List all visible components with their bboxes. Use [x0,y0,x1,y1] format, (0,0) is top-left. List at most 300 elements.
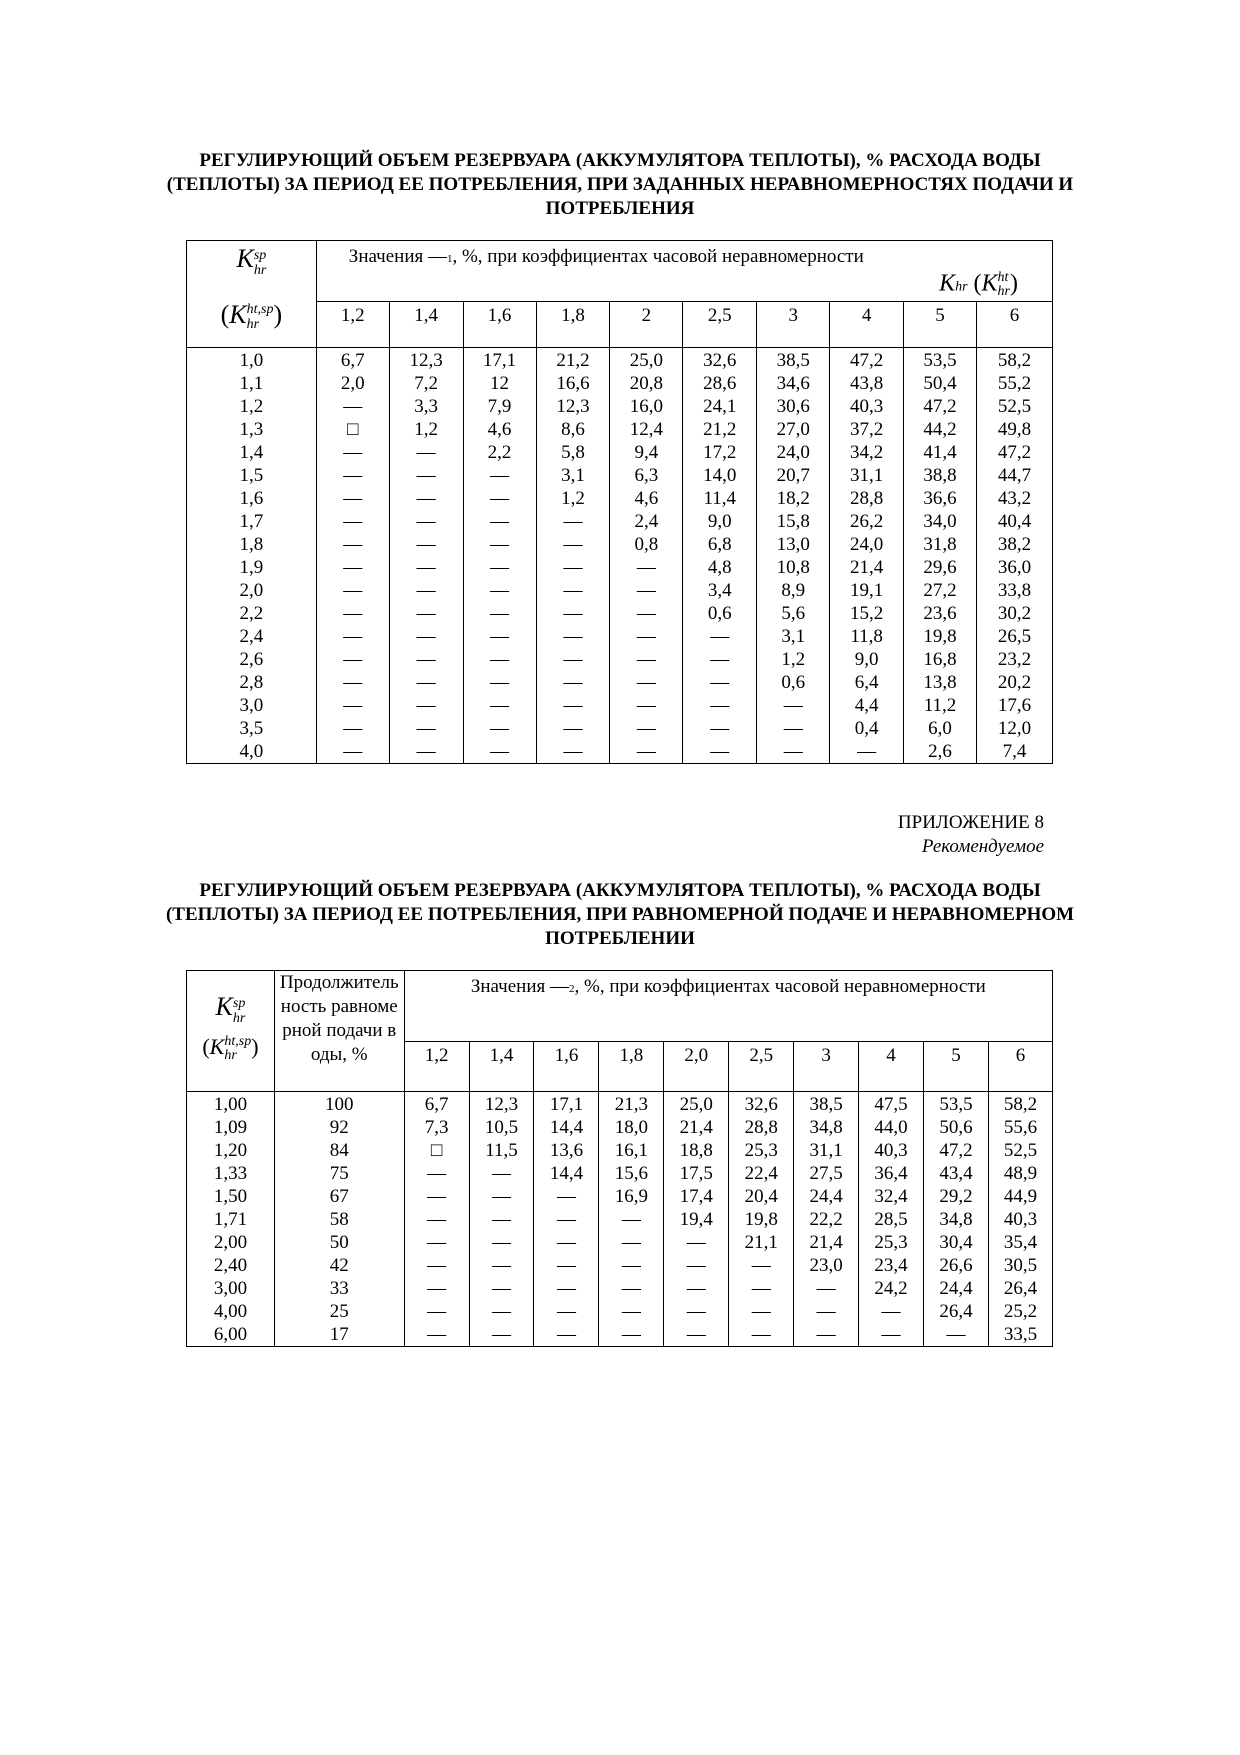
table-cell: 67 [274,1185,404,1208]
table-cell: 6,8 [683,533,757,556]
table2-duration-header: Продолжительность равномерной подачи воды, % [274,971,404,1092]
table1-column-headers [187,302,1053,348]
table-row [187,1300,1053,1323]
table-cell: — [404,1162,469,1185]
table-row [187,625,1053,648]
table1-k-main: K sp hr [236,244,267,278]
table-cell: 1,09 [187,1116,275,1139]
table-cell: 0,6 [757,671,830,694]
table-cell: — [469,1162,534,1185]
table-cell: 7,4 [977,740,1053,764]
table-cell: — [794,1300,859,1323]
table-cell: 2,2 [187,602,317,625]
table2-k-header [187,971,275,1092]
table-cell: 1,2 [757,648,830,671]
table-cell: 100 [274,1092,404,1117]
table-row [187,464,1053,487]
table-cell: — [683,740,757,764]
table-cell: 1,2 [536,487,610,510]
table-cell: 30,2 [977,602,1053,625]
table1-col-header: 1,8 [536,302,610,348]
table-cell: 44,0 [859,1116,924,1139]
table-cell: 13,8 [904,671,977,694]
table-cell: — [794,1277,859,1300]
table-cell: 25,3 [859,1231,924,1254]
table-cell: 15,8 [757,510,830,533]
table-cell: 1,0 [187,348,317,373]
table2-col-header: 1,8 [599,1042,664,1092]
table-cell: 21,4 [794,1231,859,1254]
table-cell: — [757,694,830,717]
table1-col-header: 2 [610,302,683,348]
table-cell: 55,2 [977,372,1053,395]
table-cell: — [683,694,757,717]
table-cell: 1,7 [187,510,317,533]
table1 [186,240,1053,764]
table-cell: 32,6 [729,1092,794,1117]
table2-col-header: 6 [988,1042,1052,1092]
table-cell: 24,4 [794,1185,859,1208]
table-cell: — [664,1254,729,1277]
table-cell: 1,1 [187,372,317,395]
table-cell: — [610,648,683,671]
table-cell: 13,6 [534,1139,599,1162]
table-cell: 2,2 [463,441,536,464]
table-cell: 53,5 [924,1092,989,1117]
table-cell: — [599,1254,664,1277]
table-cell: — [389,464,463,487]
table1-k-alt: (K ht,sp hr ) [220,299,283,332]
table-cell: 3,3 [389,395,463,418]
table-cell: 34,0 [904,510,977,533]
table-cell: — [859,1323,924,1347]
table-cell: 5,8 [536,441,610,464]
table-cell: — [389,671,463,694]
table-cell: — [536,740,610,764]
table-cell: — [316,533,389,556]
table-cell: — [859,1300,924,1323]
table-cell: 11,8 [830,625,904,648]
table-cell: 38,5 [757,348,830,373]
table-cell: — [316,671,389,694]
table2-col-header: 4 [859,1042,924,1092]
appendix-note: Рекомендуемое [921,836,1044,857]
table-cell: 26,6 [924,1254,989,1277]
table-cell: — [924,1323,989,1347]
table-cell: 15,6 [599,1162,664,1185]
table-cell: — [316,579,389,602]
table-cell: 17,2 [683,441,757,464]
table-cell: — [389,579,463,602]
table-cell: 28,5 [859,1208,924,1231]
appendix-label: ПРИЛОЖЕНИЕ 8 [897,812,1044,833]
table2-col-header: 1,2 [404,1042,469,1092]
table-cell: 50 [274,1231,404,1254]
table-cell: 47,2 [830,348,904,373]
table-row [187,1254,1053,1277]
table-cell: 34,8 [794,1116,859,1139]
table-cell: 15,2 [830,602,904,625]
table-cell: 1,33 [187,1162,275,1185]
table-cell: — [469,1254,534,1277]
table-cell: 4,4 [830,694,904,717]
table-cell: 29,6 [904,556,977,579]
table-cell: 30,4 [924,1231,989,1254]
table-row [187,1162,1053,1185]
table-cell: 32,4 [859,1185,924,1208]
table-row [187,533,1053,556]
table-cell: — [469,1300,534,1323]
table-cell: — [463,740,536,764]
table-cell: 43,8 [830,372,904,395]
table-cell: 84 [274,1139,404,1162]
table-row [187,418,1053,441]
table-cell: 34,6 [757,372,830,395]
table-cell: — [463,602,536,625]
table-cell: 23,2 [977,648,1053,671]
table-cell: — [389,487,463,510]
table-cell: 16,9 [599,1185,664,1208]
table-cell: 5,6 [757,602,830,625]
table1-body [187,348,1053,764]
table-cell: 12,3 [389,348,463,373]
table-cell: 9,4 [610,441,683,464]
table-cell: 4,8 [683,556,757,579]
table-cell: 6,4 [830,671,904,694]
table-cell: — [610,602,683,625]
table-cell: 2,8 [187,671,317,694]
table-cell: — [316,717,389,740]
table-cell: 21,2 [683,418,757,441]
table1-col-header: 2,5 [683,302,757,348]
table-row [187,694,1053,717]
table-cell: 40,3 [830,395,904,418]
table-cell: 24,1 [683,395,757,418]
table-row [187,441,1053,464]
table-cell: 4,0 [187,740,317,764]
table-cell: 2,0 [316,372,389,395]
table-cell: 52,5 [988,1139,1052,1162]
table-cell: — [316,740,389,764]
table-cell: 4,6 [463,418,536,441]
table-cell: — [463,648,536,671]
table-cell: 1,9 [187,556,317,579]
table-cell: — [610,579,683,602]
table-cell: 24,0 [757,441,830,464]
table-cell: — [469,1185,534,1208]
table-cell: 2,0 [187,579,317,602]
table-cell: — [610,671,683,694]
table-cell: 44,7 [977,464,1053,487]
table-cell: — [599,1231,664,1254]
table-cell: — [463,487,536,510]
table-row [187,717,1053,740]
table-cell: 21,3 [599,1092,664,1117]
table-cell: 19,1 [830,579,904,602]
table-cell: — [729,1300,794,1323]
table-cell: 38,5 [794,1092,859,1117]
table-cell: — [536,510,610,533]
table-cell: 25,0 [610,348,683,373]
table-cell: — [469,1323,534,1347]
table-cell: 58,2 [988,1092,1052,1117]
table-cell: 50,4 [904,372,977,395]
table2-col-header: 1,4 [469,1042,534,1092]
table-row [187,602,1053,625]
table-cell: 58,2 [977,348,1053,373]
table-cell: 17,5 [664,1162,729,1185]
table-cell: 40,4 [977,510,1053,533]
table-cell: — [389,441,463,464]
table-cell: — [683,648,757,671]
table-cell: 22,4 [729,1162,794,1185]
table-cell: 20,7 [757,464,830,487]
table-cell: — [534,1208,599,1231]
table-cell: 12 [463,372,536,395]
table-row [187,1323,1053,1347]
table-cell: — [610,740,683,764]
table-cell: 22,2 [794,1208,859,1231]
table-cell: 41,4 [904,441,977,464]
table-cell: 16,0 [610,395,683,418]
table-cell: — [316,487,389,510]
table-cell: — [404,1185,469,1208]
table-cell: — [683,717,757,740]
table2-header [187,971,1053,1092]
table-cell: — [404,1208,469,1231]
table-cell: 25 [274,1300,404,1323]
table-cell: 16,6 [536,372,610,395]
table-cell: 3,5 [187,717,317,740]
table-cell: 14,4 [534,1116,599,1139]
table-cell: 21,4 [664,1116,729,1139]
table-cell: 31,1 [830,464,904,487]
table-cell: 27,0 [757,418,830,441]
table-cell: — [610,694,683,717]
table-cell: — [389,717,463,740]
table-cell: — [794,1323,859,1347]
table-cell: 12,3 [469,1092,534,1117]
table-cell: 4,6 [610,487,683,510]
table-cell: 1,5 [187,464,317,487]
table-cell: 3,1 [536,464,610,487]
table-row [187,510,1053,533]
table-cell: 47,5 [859,1092,924,1117]
table-row [187,1092,1053,1117]
table-cell: 37,2 [830,418,904,441]
table1-values-header: Значения —1, %, при коэффициентах часовой неравномерности Khr (K ht hr ) [316,241,1052,302]
table-cell: 31,1 [794,1139,859,1162]
table-row [187,579,1053,602]
table-cell: 20,4 [729,1185,794,1208]
table-cell: 35,4 [988,1231,1052,1254]
table-cell: — [469,1277,534,1300]
table-cell: 25,0 [664,1092,729,1117]
table-cell: — [534,1254,599,1277]
table-cell: 24,0 [830,533,904,556]
table1-col-header: 5 [904,302,977,348]
table-cell: — [534,1231,599,1254]
table-row [187,487,1053,510]
table-cell: □ [316,418,389,441]
table-cell: □ [404,1139,469,1162]
table-row [187,740,1053,764]
table-cell: 17,4 [664,1185,729,1208]
table-cell: 26,5 [977,625,1053,648]
table-cell: — [463,694,536,717]
table-cell: — [830,740,904,764]
table-row [187,1277,1053,1300]
table-cell: — [536,717,610,740]
table-cell: — [664,1323,729,1347]
table-cell: 28,6 [683,372,757,395]
table-cell: — [389,533,463,556]
table-cell: 25,2 [988,1300,1052,1323]
table-cell: — [599,1208,664,1231]
table-cell: — [536,579,610,602]
table-row [187,372,1053,395]
table-cell: — [729,1277,794,1300]
table-cell: 2,40 [187,1254,275,1277]
table-cell: 50,6 [924,1116,989,1139]
table-cell: 44,2 [904,418,977,441]
table-cell: 17 [274,1323,404,1347]
table2-col-header: 5 [924,1042,989,1092]
table-row [187,1185,1053,1208]
table2-body [187,1092,1053,1347]
table-cell: 1,8 [187,533,317,556]
table-cell: 20,8 [610,372,683,395]
table2-k-alt: (K ht,sp hr ) [202,1034,259,1063]
table-cell: 12,3 [536,395,610,418]
table-cell: 27,5 [794,1162,859,1185]
table-cell: — [463,579,536,602]
table-cell: 24,2 [859,1277,924,1300]
table-cell: — [536,648,610,671]
table2-col-header: 2,0 [664,1042,729,1092]
table-cell: 3,0 [187,694,317,717]
table-cell: 18,8 [664,1139,729,1162]
table-cell: 40,3 [988,1208,1052,1231]
table-cell: 23,6 [904,602,977,625]
table1-header [187,241,1053,348]
table-cell: — [389,740,463,764]
table-cell: 49,8 [977,418,1053,441]
table-cell: 21,2 [536,348,610,373]
table-cell: 9,0 [683,510,757,533]
table-cell: 26,4 [924,1300,989,1323]
table-cell: 30,6 [757,395,830,418]
table1-col-header: 1,4 [389,302,463,348]
table-cell: 23,0 [794,1254,859,1277]
table-cell: 4,00 [187,1300,275,1323]
table-cell: 1,3 [187,418,317,441]
table-cell: — [389,694,463,717]
table-cell: 28,8 [729,1116,794,1139]
table-cell: — [599,1277,664,1300]
table-cell: — [536,694,610,717]
table-cell: — [599,1300,664,1323]
table-cell: — [536,602,610,625]
table-cell: 12,4 [610,418,683,441]
table-cell: 43,2 [977,487,1053,510]
table-cell: 32,6 [683,348,757,373]
table1-title: РЕГУЛИРУЮЩИЙ ОБЪЕМ РЕЗЕРВУАРА (АККУМУЛЯТОРА ТЕПЛОТЫ), % РАСХОДА ВОДЫ (ТЕПЛОТЫ) ЗА ПЕРИОД ЕЕ ПОТРЕБЛЕНИЯ, ПРИ ЗАДАННЫХ НЕРАВНОМЕРНОСТЯХ ПОДАЧИ И ПОТРЕБЛЕНИЯ [166,150,1074,219]
table2-col-header: 3 [794,1042,859,1092]
table-cell: 19,8 [904,625,977,648]
table-cell: — [389,625,463,648]
table-row [187,671,1053,694]
table-cell: — [610,625,683,648]
table-cell: 13,0 [757,533,830,556]
table1-col-header: 6 [977,302,1053,348]
table-cell: 33 [274,1277,404,1300]
table-cell: 52,5 [977,395,1053,418]
table-cell: 14,0 [683,464,757,487]
table-cell: 16,1 [599,1139,664,1162]
table-cell: — [536,671,610,694]
table-cell: — [389,648,463,671]
table-row [187,556,1053,579]
table1-col-header: 1,6 [463,302,536,348]
table-cell: 53,5 [904,348,977,373]
table-cell: — [404,1323,469,1347]
table-cell: 1,4 [187,441,317,464]
table-cell: — [463,717,536,740]
table-cell: — [536,625,610,648]
table-cell: 38,2 [977,533,1053,556]
table-cell: — [664,1300,729,1323]
table-cell: 1,6 [187,487,317,510]
table2-values-header: Значения —2, %, при коэффициентах часовой неравномерности [404,971,1052,1042]
table-cell: 23,4 [859,1254,924,1277]
table-cell: 36,6 [904,487,977,510]
table-cell: 36,4 [859,1162,924,1185]
table-cell: 2,6 [187,648,317,671]
table-cell: 33,8 [977,579,1053,602]
table-cell: 34,2 [830,441,904,464]
table-cell: 58 [274,1208,404,1231]
table-cell: 1,00 [187,1092,275,1117]
table-cell: 10,8 [757,556,830,579]
table-cell: 2,4 [187,625,317,648]
table-cell: — [316,556,389,579]
table-row [187,648,1053,671]
table-cell: 11,4 [683,487,757,510]
table-cell: — [404,1300,469,1323]
table-cell: 47,2 [904,395,977,418]
table-cell: — [757,740,830,764]
table2-col-header: 2,5 [729,1042,794,1092]
table-cell: — [463,464,536,487]
table-cell: 12,0 [977,717,1053,740]
table-cell: — [729,1323,794,1347]
table-cell: — [757,717,830,740]
table-cell: 44,9 [988,1185,1052,1208]
table-cell: 92 [274,1116,404,1139]
table-cell: 28,8 [830,487,904,510]
table-cell: — [389,602,463,625]
table-cell: 14,4 [534,1162,599,1185]
table-cell: 1,20 [187,1139,275,1162]
table-cell: 34,8 [924,1208,989,1231]
table-cell: 3,4 [683,579,757,602]
table-cell: — [610,717,683,740]
table-cell: 75 [274,1162,404,1185]
table-cell: — [469,1231,534,1254]
table-cell: 48,9 [988,1162,1052,1185]
table-cell: 7,2 [389,372,463,395]
